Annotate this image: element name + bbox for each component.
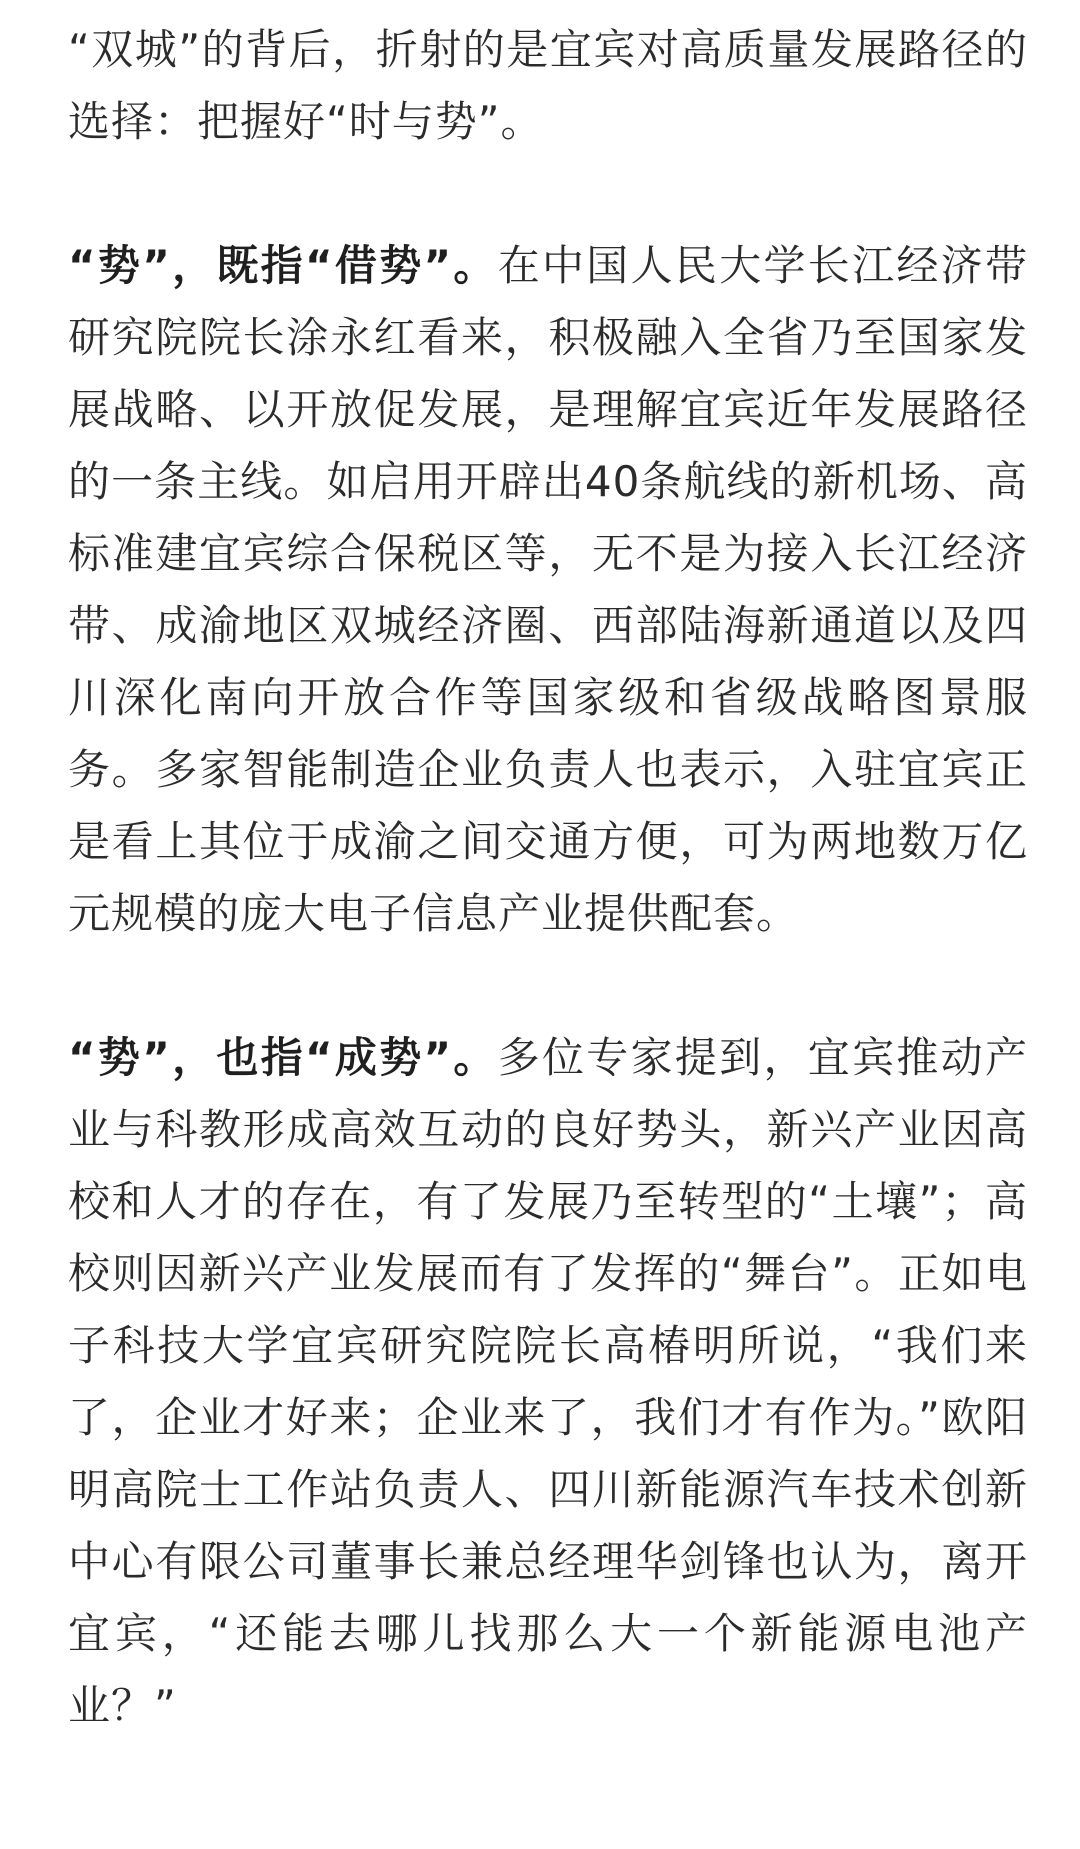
paragraph-intro bbox=[68, 14, 1028, 158]
paragraph-borrow-momentum-text: 在中国人民大学长江经济带研究院院长涂永红看来，积极融入全省乃至国家发展战略、以开放促发展，是理解宜宾近年发展路径的一条主线。如启用开辟出40条航线的新机场、高标准建宜宾综合保税区等，无不是为接入长江经济带、成渝地区双城经济圈、西部陆海新通道以及四川深化南向开放合作等国家级和省级战略图景服务。多家智能制造企业负责人也表示，入驻宜宾正是看上其位于成渝之间交通方便，可为两地数万亿元规模的庞大电子信息产业提供配套。 bbox=[68, 241, 1028, 938]
article-body bbox=[68, 14, 1028, 1742]
paragraph-borrow-momentum bbox=[68, 230, 1028, 950]
paragraph-borrow-momentum-lead: “势”，既指“借势”。 bbox=[68, 241, 498, 290]
paragraph-intro-text: “双城”的背后，折射的是宜宾对高质量发展路径的选择：把握好“时与势”。 bbox=[68, 25, 1028, 146]
paragraph-build-momentum-text: 多位专家提到，宜宾推动产业与科教形成高效互动的良好势头，新兴产业因高校和人才的存在，有了发展乃至转型的“土壤”；高校则因新兴产业发展而有了发挥的“舞台”。正如电子科技大学宜宾研究院院长高椿明所说，“我们来了，企业才好来；企业来了，我们才有作为。”欧阳明高院士工作站负责人、四川新能源汽车技术创新中心有限公司董事长兼总经理华剑锋也认为，离开宜宾，“还能去哪儿找那么大一个新能源电池产业？” bbox=[68, 1033, 1028, 1730]
paragraph-build-momentum-lead: “势”，也指“成势”。 bbox=[68, 1033, 498, 1082]
paragraph-build-momentum bbox=[68, 1022, 1028, 1742]
